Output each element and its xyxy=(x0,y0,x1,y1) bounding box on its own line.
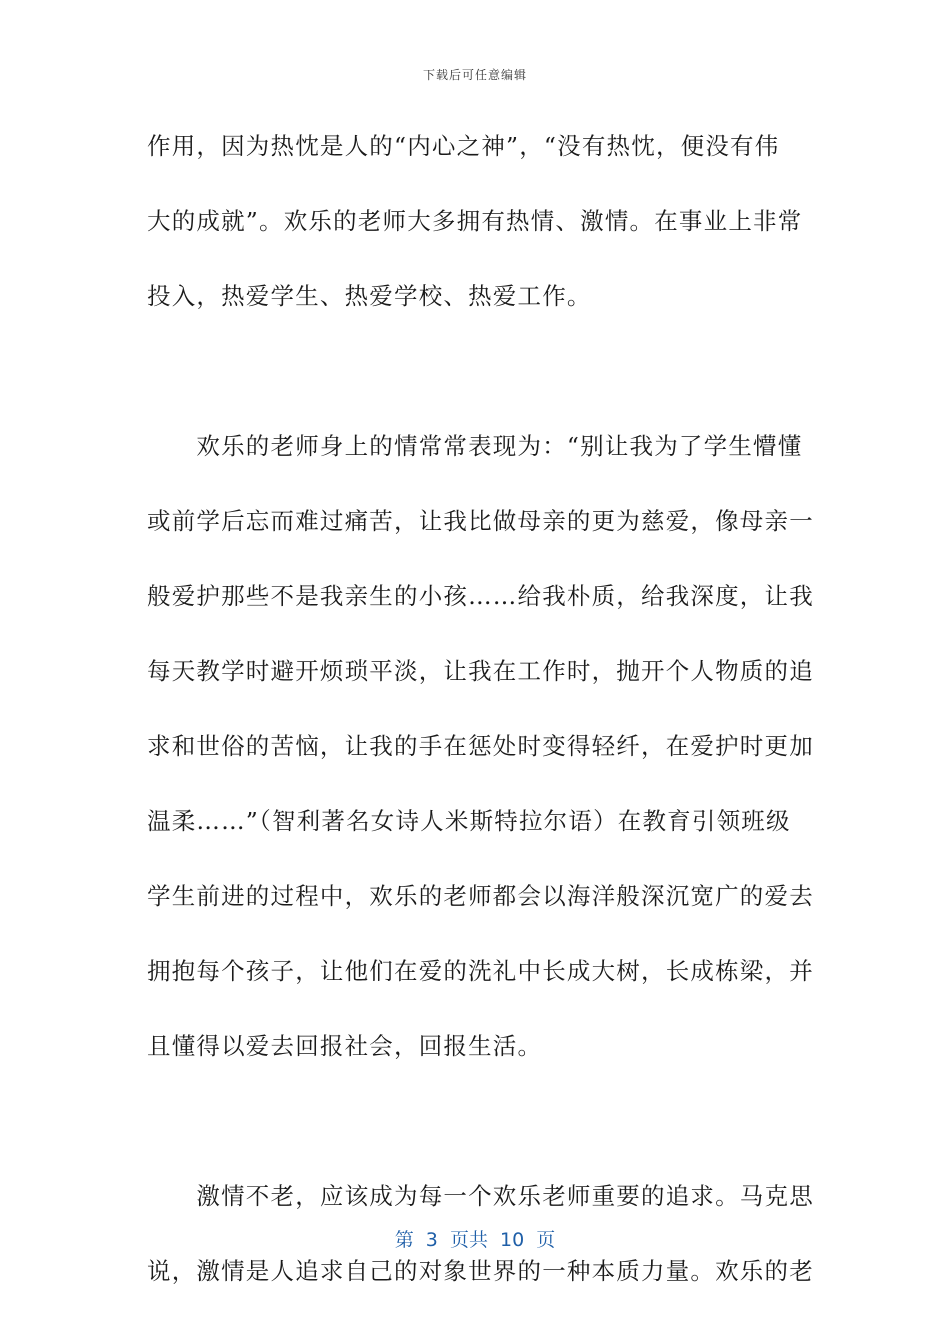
blank-line xyxy=(147,346,793,421)
text-line: 每天教学时避开烦琐平淡，让我在工作时，抛开个人物质的追 xyxy=(147,657,814,685)
text-line: 激情不老，应该成为每一个欢乐老师重要的追求。马克思 xyxy=(147,1182,814,1210)
text-line: 说，激情是人追求自己的对象世界的一种本质力量。欢乐的老 xyxy=(147,1257,814,1285)
text-line: 温柔……”（智利著名女诗人米斯特拉尔语）在教育引领班级 xyxy=(147,807,791,835)
text-line: 拥抱每个孩子，让他们在爱的洗礼中长成大树，长成栋梁，并 xyxy=(147,957,814,985)
page-header: 下载后可任意编辑 xyxy=(422,68,527,82)
text-line: 求和世俗的苦恼，让我的手在惩处时变得轻纤，在爱护时更加 xyxy=(147,732,814,760)
blank-line xyxy=(147,1096,793,1171)
text-line: 般爱护那些不是我亲生的小孩……给我朴质，给我深度，让我 xyxy=(147,582,814,610)
page-footer xyxy=(0,1225,950,1252)
text-line: 或前学后忘而难过痛苦，让我比做母亲的更为慈爱，像母亲一 xyxy=(147,507,814,535)
text-line: 且懂得以爱去回报社会，回报生活。 xyxy=(147,1032,543,1060)
text-line: 大的成就”。欢乐的老师大多拥有热情、激情。在事业上非常 xyxy=(147,207,803,235)
page-number: 第 3 页共 10 页 xyxy=(394,1229,556,1251)
text-line: 作用，因为热忱是人的“内心之神”，“没有热忱，便没有伟 xyxy=(147,132,780,160)
text-line: 投入，热爱学生、热爱学校、热爱工作。 xyxy=(147,282,592,310)
text-line: 学生前进的过程中，欢乐的老师都会以海洋般深沉宽广的爱去 xyxy=(147,882,814,910)
document-body xyxy=(147,121,814,1321)
text-line: 欢乐的老师身上的情常常表现为：“别让我为了学生懵懂 xyxy=(147,432,803,460)
